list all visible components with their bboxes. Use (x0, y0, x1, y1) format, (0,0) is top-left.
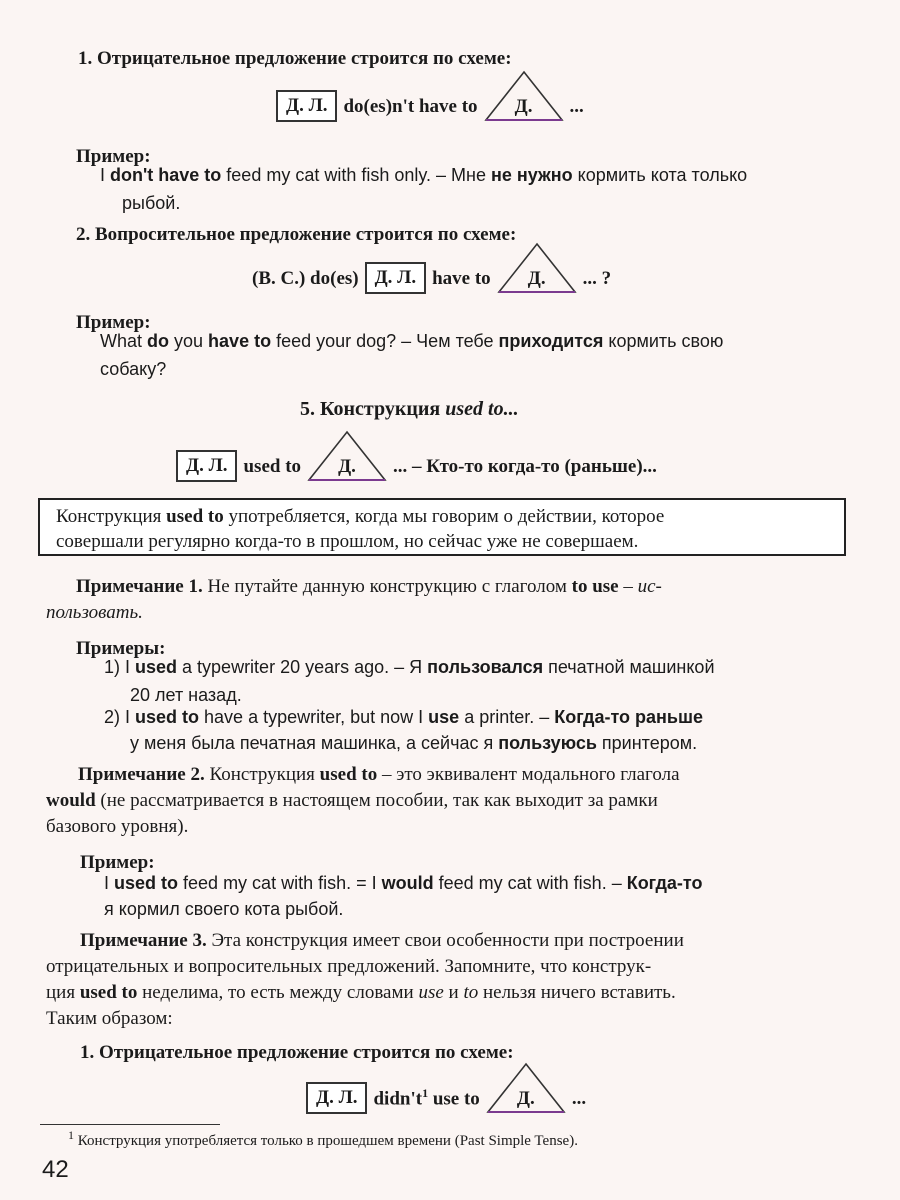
text: кормить кота только (572, 165, 748, 185)
text: (не рассматривается в настоящем пособии, так как выходит за рамки (95, 790, 658, 811)
text-bold: Когда-то раньше (554, 707, 704, 727)
triangle-label: Д. (516, 1088, 535, 1109)
footnote-marker: 1 (422, 1085, 429, 1100)
example-line (100, 162, 747, 188)
note-label: Примечание 3. (80, 930, 207, 951)
note-3 (80, 928, 684, 954)
text-bold: Когда-то (626, 873, 703, 893)
triangle-label: Д. (514, 96, 533, 117)
schema-tail: ... (569, 96, 584, 117)
note-1 (76, 574, 662, 600)
text-bold: have to (208, 331, 272, 351)
text: употребляется, когда мы говорим о действии, которое (223, 506, 665, 527)
note-label: Примечание 1. (76, 576, 203, 597)
text-italic: to (463, 982, 479, 1003)
text: Эта конструкция имеет свои особенности при построении (206, 930, 684, 951)
text: didn't (373, 1088, 423, 1109)
triangle-label: Д. (338, 456, 356, 477)
text: – (618, 576, 638, 597)
example-label: Пример: (76, 146, 151, 167)
used-to-schema (176, 430, 663, 482)
example-line-2: я кормил своего кота рыбой. (104, 899, 344, 919)
rule-box-line (56, 504, 828, 529)
footnote-marker: 1 (68, 1128, 74, 1142)
note-3-line-2: отрицательных и вопросительных предложений. Запомните, что конструк- (46, 956, 652, 977)
text: печатной машинкой (543, 657, 715, 677)
action-triangle (307, 430, 387, 482)
question-schema-rule: 2. Вопросительное предложение строится по схеме: (76, 224, 517, 245)
text: feed my cat with fish. – (433, 873, 627, 893)
footnote-text: Конструкция употребляется только в прошедшем времени (Past Simple Tense). (74, 1133, 578, 1149)
text-bold: would (46, 790, 96, 811)
subject-box: Д. Л. (176, 450, 237, 482)
text: – это эквивалент модального глагола (377, 764, 680, 785)
text: a typewriter 20 years ago. – Я (177, 657, 428, 677)
schema-tail: ... ? (582, 268, 612, 289)
text: принтером. (596, 733, 698, 753)
used-to-negative-schema (306, 1062, 592, 1114)
text-bold: to use (571, 576, 619, 597)
text-bold: used (135, 657, 178, 677)
note-2-line-3: базового уровня). (46, 816, 189, 837)
schema-prefix: (В. С.) do(es) (252, 268, 359, 289)
question-schema (246, 242, 617, 294)
text: неделима, то есть между словами (137, 982, 419, 1003)
schema-verb (367, 1078, 485, 1114)
text-bold: would (381, 873, 434, 893)
examples-label: Примеры: (76, 638, 166, 659)
example-1 (104, 654, 715, 680)
footnote (68, 1128, 578, 1150)
text: have a typewriter, but now I (199, 707, 429, 727)
text-italic: пользовать. (46, 602, 143, 623)
text: feed my cat with fish only. – Мне (221, 165, 492, 185)
text-bold: used to (319, 764, 378, 785)
example-1-line-2: 20 лет назад. (130, 685, 242, 705)
text-bold: пользуюсь (498, 733, 597, 753)
subject-box: Д. Л. (276, 90, 337, 122)
text: Конструкция (56, 506, 167, 527)
subject-box: Д. Л. (306, 1082, 367, 1114)
negative-schema (276, 70, 590, 122)
text: feed your dog? – Чем тебе (271, 331, 499, 351)
rule-box-line-2: совершали регулярно когда-то в прошлом, но сейчас уже не совершаем. (56, 531, 639, 552)
rule-box (38, 498, 846, 556)
negative-schema-rule: 1. Отрицательное предложение строится по схеме: (80, 1042, 514, 1063)
action-triangle (486, 1062, 566, 1114)
example-line (100, 328, 723, 354)
text-bold: приходится (498, 331, 604, 351)
note-1-line-2 (46, 600, 143, 626)
schema-verb: do(es)n't have to (343, 96, 478, 117)
note-3-line-4: Таким образом: (46, 1008, 173, 1029)
text: use to (428, 1088, 480, 1109)
text-bold: used to (79, 982, 138, 1003)
text: Не путайте данную конструкцию с глаголом (202, 576, 572, 597)
page-number: 42 (42, 1156, 69, 1183)
example-line-2: рыбой. (122, 193, 181, 213)
schema-verb: used to (243, 456, 302, 477)
example-2-line-2 (130, 730, 697, 756)
text-bold: не нужно (491, 165, 573, 185)
text-bold: don't have to (110, 165, 222, 185)
text-bold: do (147, 331, 170, 351)
text-bold: пользовался (427, 657, 544, 677)
text: you (169, 331, 209, 351)
text: 1) I (104, 657, 136, 677)
text: What (100, 331, 148, 351)
example-line-2: собаку? (100, 359, 167, 379)
text-italic: use (418, 982, 444, 1003)
section-title (300, 396, 519, 422)
text: Конструкция (204, 764, 320, 785)
example-line (104, 870, 703, 896)
note-2-line-2 (46, 788, 658, 814)
text: 2) I (104, 707, 136, 727)
text: кормить свою (603, 331, 724, 351)
note-3-line-3 (46, 980, 676, 1006)
footnote-divider (40, 1124, 220, 1125)
text-bold: use (428, 707, 460, 727)
section-title-emphasis: used to... (445, 398, 519, 420)
note-2 (78, 762, 680, 788)
schema-tail: ... (571, 1088, 587, 1109)
bleed-through-text (610, 30, 615, 51)
schema-verb: have to (432, 268, 491, 289)
example-label: Пример: (76, 312, 151, 333)
text: и (443, 982, 464, 1003)
schema-tail: ... – Кто-то когда-то (раньше)... (393, 456, 657, 477)
text-bold: used to (166, 506, 224, 527)
text: у меня была печатная машинка, а сейчас я (130, 733, 499, 753)
triangle-label: Д. (527, 268, 546, 289)
text-bold: used to (114, 873, 179, 893)
text-italic: ис- (637, 576, 662, 597)
subject-box: Д. Л. (365, 262, 426, 294)
note-label: Примечание 2. (78, 764, 205, 785)
section-title-text: 5. Конструкция (300, 398, 446, 420)
text: I (100, 165, 111, 185)
action-triangle (497, 242, 577, 294)
text: нельзя ничего вставить. (478, 982, 676, 1003)
example-2 (104, 704, 703, 730)
example-label: Пример: (80, 852, 155, 873)
text: I (104, 873, 115, 893)
text-bold: used to (135, 707, 200, 727)
negative-schema-rule: 1. Отрицательное предложение строится по схеме: (78, 48, 512, 69)
text: ция (46, 982, 80, 1003)
text: feed my cat with fish. = I (178, 873, 382, 893)
action-triangle (484, 70, 564, 122)
text: a printer. – (459, 707, 555, 727)
